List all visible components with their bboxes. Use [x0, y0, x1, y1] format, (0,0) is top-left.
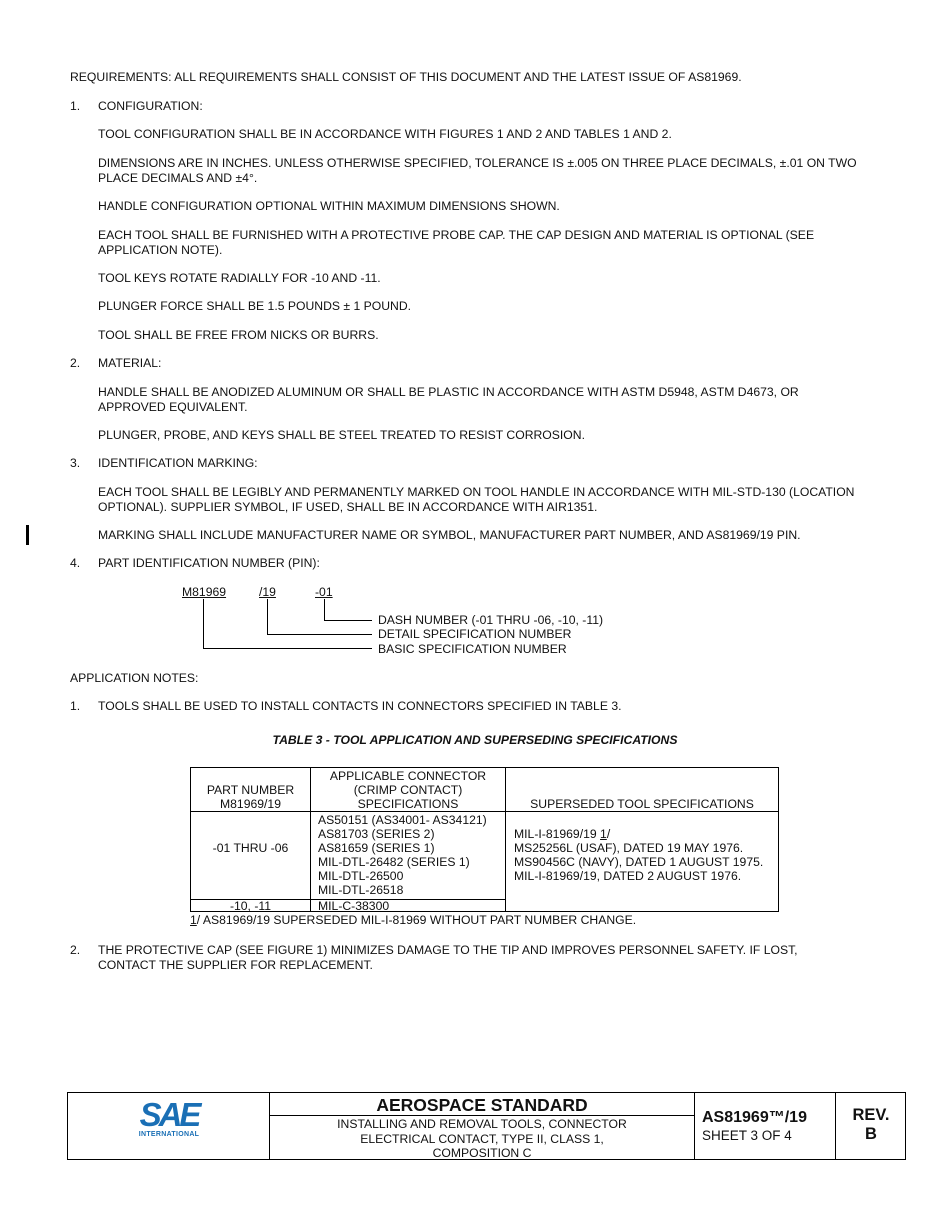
superseded-line: MS25256L (USAF), DATED 19 MAY 1976.: [514, 841, 744, 855]
paragraph: TOOL KEYS ROTATE RADIALLY FOR -10 AND -11.: [98, 271, 381, 285]
revision-label: REV.: [852, 1106, 890, 1124]
pin-detail-spec: /19: [259, 585, 276, 599]
standard-title: AEROSPACE STANDARD: [376, 1095, 588, 1115]
sae-logo-sub: INTERNATIONAL: [138, 1131, 200, 1138]
cell-part-number: -10, -11: [229, 899, 272, 913]
connector-spec: MIL-DTL-26518: [318, 883, 404, 897]
pin-leader-dash-horizontal: [324, 620, 372, 621]
paragraph: EACH TOOL SHALL BE LEGIBLY AND PERMANENTLY MARKED ON TOOL HANDLE IN ACCORDANCE WITH MIL-STD-130 (LOCATION OPTIONAL). SUPPLIER SYMBOL, IF USED, SHALL BE IN ACCORDANCE WITH AIR1351.: [98, 485, 855, 514]
section-number: 1.: [70, 99, 81, 113]
pin-label-basic: BASIC SPECIFICATION NUMBER: [378, 642, 567, 656]
pin-label-detail: DETAIL SPECIFICATION NUMBER: [378, 627, 572, 641]
paragraph: PLUNGER, PROBE, AND KEYS SHALL BE STEEL TREATED TO RESIST CORROSION.: [98, 428, 585, 442]
pin-dash-number: -01: [315, 585, 333, 599]
pin-leader-basic-horizontal: [203, 648, 372, 649]
superseded-line: [514, 827, 763, 841]
note-number: 2.: [70, 943, 81, 957]
header-line: APPLICABLE CONNECTOR: [329, 769, 487, 783]
document-number: AS81969™/19: [702, 1109, 807, 1126]
title-block-divider: [694, 1093, 695, 1159]
superseded-line: MIL-I-81969/19, DATED 2 AUGUST 1976.: [514, 869, 742, 883]
section-heading: IDENTIFICATION MARKING:: [98, 456, 258, 470]
paragraph: HANDLE SHALL BE ANODIZED ALUMINUM OR SHALL BE PLASTIC IN ACCORDANCE WITH ASTM D5948, ASTM D4673, OR APPROVED EQUIVALENT.: [98, 385, 799, 414]
footnote-text: / AS81969/19 SUPERSEDED MIL-I-81969 WITHOUT PART NUMBER CHANGE.: [196, 913, 637, 927]
sheet-number: SHEET 3 OF 4: [702, 1128, 792, 1143]
note-text: THE PROTECTIVE CAP (SEE FIGURE 1) MINIMIZES DAMAGE TO THE TIP AND IMPROVES PERSONNEL SAFETY. IF LOST, CONTACT THE SUPPLIER FOR REPLACEMENT.: [98, 943, 798, 972]
cell-superseded: [514, 827, 763, 883]
footnote-ref: 1: [600, 827, 607, 841]
section-heading: PART IDENTIFICATION NUMBER (PIN):: [98, 556, 320, 570]
superseded-spec: MIL-I-81969/19: [514, 827, 597, 841]
revision-value: B: [865, 1125, 877, 1143]
footnote-ref-slash: /: [606, 827, 611, 841]
pin-label-dash: DASH NUMBER (-01 THRU -06, -10, -11): [378, 613, 604, 627]
note-text: TOOLS SHALL BE USED TO INSTALL CONTACTS IN CONNECTORS SPECIFIED IN TABLE 3.: [98, 699, 622, 713]
description-line: ELECTRICAL CONTACT, TYPE II, CLASS 1,: [360, 1131, 604, 1146]
paragraph: TOOL SHALL BE FREE FROM NICKS OR BURRS.: [98, 328, 379, 342]
section-number: 2.: [70, 356, 81, 370]
paragraph: HANDLE CONFIGURATION OPTIONAL WITHIN MAXIMUM DIMENSIONS SHOWN.: [98, 199, 560, 213]
cell-part-number: -01 THRU -06: [212, 841, 289, 855]
title-rule: [270, 1115, 694, 1116]
sae-logo: [134, 1096, 204, 1145]
standard-description: [270, 1117, 694, 1161]
description-line: COMPOSITION C: [432, 1146, 532, 1160]
section-heading: CONFIGURATION:: [98, 99, 203, 113]
header-line: M81969/19: [220, 797, 281, 811]
sae-logo-mark: SAE: [139, 1096, 199, 1133]
pin-leader-basic-vertical: [203, 599, 204, 649]
header-part-number: [191, 783, 310, 811]
section-number: 4.: [70, 556, 81, 570]
revision: [836, 1106, 906, 1144]
section-number: 3.: [70, 456, 81, 470]
section-heading: MATERIAL:: [98, 356, 162, 370]
description-line: INSTALLING AND REMOVAL TOOLS, CONNECTOR: [337, 1117, 627, 1131]
application-notes-heading: APPLICATION NOTES:: [70, 671, 199, 685]
change-bar: [26, 525, 29, 545]
header-line: PART NUMBER: [206, 783, 295, 797]
note-number: 1.: [70, 699, 81, 713]
paragraph: MARKING SHALL INCLUDE MANUFACTURER NAME OR SYMBOL, MANUFACTURER PART NUMBER, AND AS81969/19 PIN.: [98, 528, 801, 542]
header-line: SPECIFICATIONS: [357, 797, 459, 811]
connector-spec: AS50151 (AS34001- AS34121): [318, 813, 487, 827]
pin-basic-spec: M81969: [182, 585, 227, 599]
header-superseded: SUPERSEDED TOOL SPECIFICATIONS: [530, 797, 754, 811]
cell-connectors: [318, 813, 487, 897]
table-3: [190, 767, 779, 912]
connector-spec: MIL-C-38300: [318, 899, 390, 913]
connector-spec: MIL-DTL-26482 (SERIES 1): [318, 855, 470, 869]
paragraph: TOOL CONFIGURATION SHALL BE IN ACCORDANCE WITH FIGURES 1 AND 2 AND TABLES 1 AND 2.: [98, 127, 672, 141]
table-footnote: [190, 913, 636, 927]
table-caption: TABLE 3 - TOOL APPLICATION AND SUPERSEDING SPECIFICATIONS: [272, 733, 678, 747]
pin-leader-detail-horizontal: [267, 634, 372, 635]
paragraph: EACH TOOL SHALL BE FURNISHED WITH A PROTECTIVE PROBE CAP. THE CAP DESIGN AND MATERIAL IS OPTIONAL (SEE APPLICATION NOTE).: [98, 228, 815, 257]
requirements-intro: REQUIREMENTS: ALL REQUIREMENTS SHALL CONSIST OF THIS DOCUMENT AND THE LATEST ISSUE OF AS81969.: [70, 70, 742, 84]
footnote-mark: 1: [190, 913, 197, 927]
header-connector: [311, 769, 505, 811]
paragraph: DIMENSIONS ARE IN INCHES. UNLESS OTHERWISE SPECIFIED, TOLERANCE IS ±.005 ON THREE PLACE DECIMALS, ±.01 ON TWO PLACE DECIMALS AND ±4°.: [98, 156, 857, 185]
title-block: [67, 1092, 906, 1160]
superseded-line: MS90456C (NAVY), DATED 1 AUGUST 1975.: [514, 855, 764, 869]
pin-leader-dash-vertical: [324, 599, 325, 621]
connector-spec: MIL-DTL-26500: [318, 869, 404, 883]
connector-spec: AS81703 (SERIES 2): [318, 827, 435, 841]
pin-leader-detail-vertical: [267, 599, 268, 635]
header-line: (CRIMP CONTACT): [353, 783, 463, 797]
paragraph: PLUNGER FORCE SHALL BE 1.5 POUNDS ± 1 POUND.: [98, 299, 412, 313]
connector-spec: AS81659 (SERIES 1): [318, 841, 435, 855]
table-header-rule: [191, 811, 778, 812]
table-col-divider: [505, 768, 506, 911]
